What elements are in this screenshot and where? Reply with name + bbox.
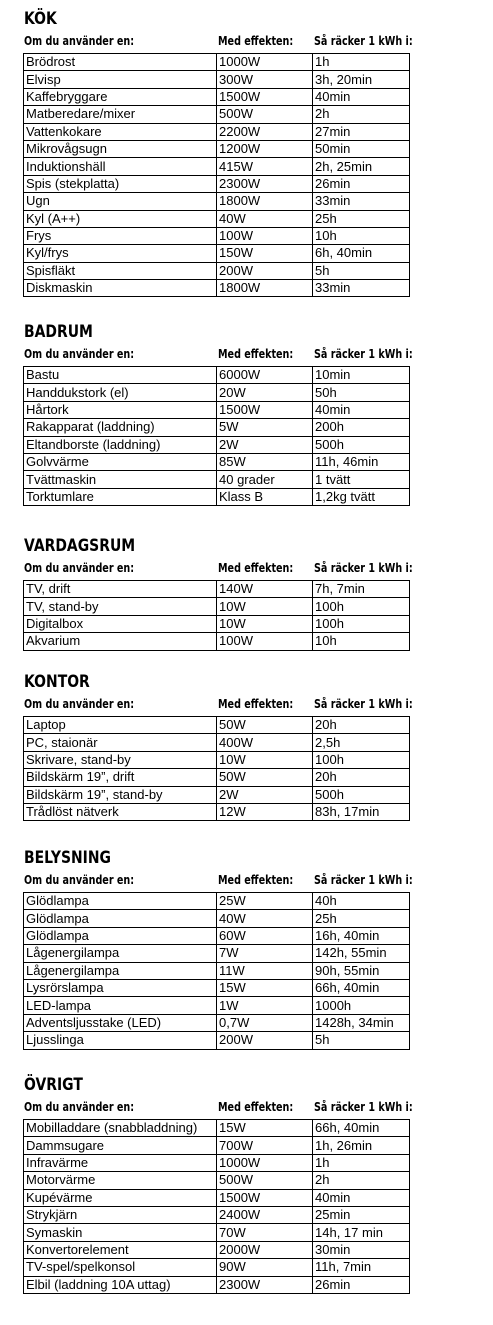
table-row	[24, 1032, 410, 1049]
table-row	[24, 717, 410, 734]
appliance-cell: Digitalbox	[24, 615, 217, 632]
column-header-kwh: Så räcker 1 kWh i:	[314, 1100, 413, 1114]
column-header-power: Med effekten:	[218, 561, 294, 575]
appliance-cell: Kyl (A++)	[24, 210, 217, 227]
duration-cell: 1,2kg tvätt	[313, 488, 410, 505]
duration-cell: 200h	[313, 419, 410, 436]
appliance-cell: Kaffebryggare	[24, 88, 217, 105]
power-cell: 200W	[217, 262, 313, 279]
table-row	[24, 227, 410, 244]
table-row	[24, 262, 410, 279]
appliance-cell: Elbil (laddning 10A uttag)	[24, 1276, 217, 1293]
table-row	[24, 280, 410, 297]
appliance-cell: PC, staionär	[24, 734, 217, 751]
table-row	[24, 54, 410, 71]
column-header-kwh: Så räcker 1 kWh i:	[314, 697, 413, 711]
section-title: KONTOR	[24, 672, 90, 692]
power-cell: 15W	[217, 1120, 313, 1137]
appliance-cell: Matberedare/mixer	[24, 106, 217, 123]
column-header-use: Om du använder en:	[24, 1100, 135, 1114]
appliance-cell: Torktumlare	[24, 488, 217, 505]
table-row	[24, 751, 410, 768]
duration-cell: 66h, 40min	[313, 979, 410, 996]
table-row	[24, 1224, 410, 1241]
appliance-cell: Mobilladdare (snabbladdning)	[24, 1120, 217, 1137]
duration-cell: 33min	[313, 280, 410, 297]
table-row	[24, 893, 410, 910]
table-row	[24, 962, 410, 979]
duration-cell: 33min	[313, 193, 410, 210]
duration-cell: 2h, 25min	[313, 158, 410, 175]
table-row	[24, 488, 410, 505]
appliance-cell: Trådlöst nätverk	[24, 803, 217, 820]
appliance-cell: Brödrost	[24, 54, 217, 71]
appliance-cell: Ugn	[24, 193, 217, 210]
appliance-cell: Eltandborste (laddning)	[24, 436, 217, 453]
appliance-cell: Induktionshäll	[24, 158, 217, 175]
appliance-table	[23, 366, 410, 506]
duration-cell: 14h, 17 min	[313, 1224, 410, 1241]
section-title: KÖK	[24, 9, 57, 29]
column-header-use: Om du använder en:	[24, 873, 135, 887]
duration-cell: 11h, 7min	[313, 1259, 410, 1276]
duration-cell: 25min	[313, 1206, 410, 1223]
power-cell: 2300W	[217, 175, 313, 192]
duration-cell: 10min	[313, 367, 410, 384]
appliance-cell: Golvvärme	[24, 453, 217, 470]
column-header-row	[23, 873, 411, 889]
duration-cell: 40min	[313, 88, 410, 105]
power-cell: 200W	[217, 1032, 313, 1049]
column-header-use: Om du använder en:	[24, 697, 135, 711]
power-cell: 10W	[217, 598, 313, 615]
power-cell: 1200W	[217, 140, 313, 157]
duration-cell: 50min	[313, 140, 410, 157]
table-row	[24, 71, 410, 88]
power-cell: 100W	[217, 227, 313, 244]
column-header-power: Med effekten:	[218, 873, 294, 887]
column-header-use: Om du använder en:	[24, 561, 135, 575]
duration-cell: 50h	[313, 384, 410, 401]
table-row	[24, 384, 410, 401]
appliance-cell: Lysrörslampa	[24, 979, 217, 996]
appliance-cell: Glödlampa	[24, 893, 217, 910]
duration-cell: 26min	[313, 1276, 410, 1293]
duration-cell: 5h	[313, 262, 410, 279]
appliance-cell: TV, drift	[24, 581, 217, 598]
table-row	[24, 997, 410, 1014]
table-row	[24, 140, 410, 157]
power-cell: 0,7W	[217, 1014, 313, 1031]
power-cell: 85W	[217, 453, 313, 470]
appliance-cell: Glödlampa	[24, 910, 217, 927]
section-title: ÖVRIGT	[24, 1075, 83, 1095]
power-cell: 1500W	[217, 401, 313, 418]
table-row	[24, 1189, 410, 1206]
appliance-table	[23, 716, 410, 821]
duration-cell: 40h	[313, 893, 410, 910]
table-row	[24, 88, 410, 105]
table-row	[24, 615, 410, 632]
column-header-row	[23, 1100, 411, 1116]
appliance-cell: Diskmaskin	[24, 280, 217, 297]
duration-cell: 90h, 55min	[313, 962, 410, 979]
appliance-cell: LED-lampa	[24, 997, 217, 1014]
appliance-cell: Handdukstork (el)	[24, 384, 217, 401]
appliance-cell: Dammsugare	[24, 1137, 217, 1154]
column-header-kwh: Så räcker 1 kWh i:	[314, 34, 413, 48]
appliance-cell: Glödlampa	[24, 927, 217, 944]
table-row	[24, 106, 410, 123]
appliance-cell: Akvarium	[24, 633, 217, 650]
duration-cell: 25h	[313, 910, 410, 927]
appliance-cell: Bildskärm 19”, drift	[24, 769, 217, 786]
column-header-row	[23, 34, 411, 50]
duration-cell: 2,5h	[313, 734, 410, 751]
duration-cell: 100h	[313, 751, 410, 768]
table-row	[24, 633, 410, 650]
power-cell: 40W	[217, 210, 313, 227]
section-title: BELYSNING	[24, 848, 111, 868]
power-cell: 2200W	[217, 123, 313, 140]
power-cell: 500W	[217, 1172, 313, 1189]
section-title: VARDAGSRUM	[24, 536, 136, 556]
duration-cell: 1428h, 34min	[313, 1014, 410, 1031]
power-cell: 1800W	[217, 193, 313, 210]
power-cell: 60W	[217, 927, 313, 944]
duration-cell: 6h, 40min	[313, 245, 410, 262]
power-cell: 1800W	[217, 280, 313, 297]
appliance-cell: Spis (stekplatta)	[24, 175, 217, 192]
duration-cell: 10h	[313, 227, 410, 244]
duration-cell: 1h, 26min	[313, 1137, 410, 1154]
appliance-cell: Kupévärme	[24, 1189, 217, 1206]
power-cell: 2400W	[217, 1206, 313, 1223]
duration-cell: 27min	[313, 123, 410, 140]
duration-cell: 1 tvätt	[313, 471, 410, 488]
duration-cell: 10h	[313, 633, 410, 650]
appliance-cell: Symaskin	[24, 1224, 217, 1241]
table-row	[24, 1137, 410, 1154]
appliance-cell: Kyl/frys	[24, 245, 217, 262]
duration-cell: 83h, 17min	[313, 803, 410, 820]
duration-cell: 40min	[313, 1189, 410, 1206]
column-header-kwh: Så räcker 1 kWh i:	[314, 561, 413, 575]
power-cell: 2300W	[217, 1276, 313, 1293]
table-row	[24, 123, 410, 140]
table-row	[24, 1241, 410, 1258]
table-row	[24, 1172, 410, 1189]
appliance-cell: Elvisp	[24, 71, 217, 88]
appliance-cell: Rakapparat (laddning)	[24, 419, 217, 436]
duration-cell: 142h, 55min	[313, 945, 410, 962]
table-row	[24, 158, 410, 175]
duration-cell: 66h, 40min	[313, 1120, 410, 1137]
duration-cell: 5h	[313, 1032, 410, 1049]
power-cell: 10W	[217, 615, 313, 632]
power-cell: 2000W	[217, 1241, 313, 1258]
power-cell: 90W	[217, 1259, 313, 1276]
table-row	[24, 210, 410, 227]
table-row	[24, 367, 410, 384]
duration-cell: 2h	[313, 1172, 410, 1189]
power-cell: 50W	[217, 717, 313, 734]
table-row	[24, 598, 410, 615]
column-header-kwh: Så räcker 1 kWh i:	[314, 347, 413, 361]
table-row	[24, 945, 410, 962]
table-row	[24, 245, 410, 262]
duration-cell: 3h, 20min	[313, 71, 410, 88]
appliance-cell: Frys	[24, 227, 217, 244]
duration-cell: 16h, 40min	[313, 927, 410, 944]
appliance-cell: Adventsljusstake (LED)	[24, 1014, 217, 1031]
power-cell: 2W	[217, 786, 313, 803]
appliance-table	[23, 1119, 410, 1294]
appliance-cell: Lågenergilampa	[24, 962, 217, 979]
power-cell: 6000W	[217, 367, 313, 384]
power-cell: 12W	[217, 803, 313, 820]
column-header-power: Med effekten:	[218, 347, 294, 361]
power-cell: 40 grader	[217, 471, 313, 488]
power-cell: 70W	[217, 1224, 313, 1241]
power-cell: 1000W	[217, 54, 313, 71]
table-row	[24, 1154, 410, 1171]
column-header-power: Med effekten:	[218, 34, 294, 48]
table-row	[24, 769, 410, 786]
duration-cell: 100h	[313, 615, 410, 632]
appliance-cell: Mikrovågsugn	[24, 140, 217, 157]
duration-cell: 500h	[313, 786, 410, 803]
power-cell: 50W	[217, 769, 313, 786]
power-cell: 25W	[217, 893, 313, 910]
power-cell: 1500W	[217, 88, 313, 105]
power-cell: 20W	[217, 384, 313, 401]
duration-cell: 1000h	[313, 997, 410, 1014]
power-cell: 1500W	[217, 1189, 313, 1206]
column-header-kwh: Så räcker 1 kWh i:	[314, 873, 413, 887]
duration-cell: 26min	[313, 175, 410, 192]
appliance-cell: TV, stand-by	[24, 598, 217, 615]
power-cell: 10W	[217, 751, 313, 768]
duration-cell: 100h	[313, 598, 410, 615]
table-row	[24, 979, 410, 996]
power-cell: 15W	[217, 979, 313, 996]
table-row	[24, 436, 410, 453]
power-cell: 700W	[217, 1137, 313, 1154]
power-cell: 150W	[217, 245, 313, 262]
appliance-cell: Infravärme	[24, 1154, 217, 1171]
table-row	[24, 193, 410, 210]
column-header-row	[23, 697, 411, 713]
column-header-power: Med effekten:	[218, 1100, 294, 1114]
appliance-cell: Tvättmaskin	[24, 471, 217, 488]
appliance-cell: Bastu	[24, 367, 217, 384]
power-cell: 400W	[217, 734, 313, 751]
duration-cell: 20h	[313, 717, 410, 734]
table-row	[24, 453, 410, 470]
power-cell: 11W	[217, 962, 313, 979]
appliance-cell: Motorvärme	[24, 1172, 217, 1189]
power-cell: 7W	[217, 945, 313, 962]
appliance-cell: Strykjärn	[24, 1206, 217, 1223]
duration-cell: 20h	[313, 769, 410, 786]
table-row	[24, 786, 410, 803]
appliance-cell: Laptop	[24, 717, 217, 734]
power-cell: 1000W	[217, 1154, 313, 1171]
table-row	[24, 1120, 410, 1137]
table-row	[24, 401, 410, 418]
table-row	[24, 927, 410, 944]
power-cell: 1W	[217, 997, 313, 1014]
duration-cell: 1h	[313, 1154, 410, 1171]
power-cell: 300W	[217, 71, 313, 88]
column-header-power: Med effekten:	[218, 697, 294, 711]
duration-cell: 30min	[313, 1241, 410, 1258]
appliance-cell: Skrivare, stand-by	[24, 751, 217, 768]
table-row	[24, 1276, 410, 1293]
duration-cell: 7h, 7min	[313, 581, 410, 598]
duration-cell: 2h	[313, 106, 410, 123]
appliance-cell: TV-spel/spelkonsol	[24, 1259, 217, 1276]
column-header-row	[23, 347, 411, 363]
column-header-row	[23, 561, 411, 577]
power-cell: 140W	[217, 581, 313, 598]
table-row	[24, 471, 410, 488]
appliance-cell: Ljusslinga	[24, 1032, 217, 1049]
duration-cell: 1h	[313, 54, 410, 71]
appliance-table	[23, 53, 410, 297]
power-cell: Klass B	[217, 488, 313, 505]
duration-cell: 40min	[313, 401, 410, 418]
table-row	[24, 734, 410, 751]
appliance-table	[23, 892, 410, 1050]
duration-cell: 25h	[313, 210, 410, 227]
appliance-cell: Konvertorelement	[24, 1241, 217, 1258]
appliance-cell: Spisfläkt	[24, 262, 217, 279]
power-cell: 500W	[217, 106, 313, 123]
appliance-cell: Vattenkokare	[24, 123, 217, 140]
appliance-cell: Bildskärm 19”, stand-by	[24, 786, 217, 803]
duration-cell: 11h, 46min	[313, 453, 410, 470]
power-cell: 415W	[217, 158, 313, 175]
table-row	[24, 1014, 410, 1031]
appliance-table	[23, 580, 410, 651]
table-row	[24, 910, 410, 927]
table-row	[24, 175, 410, 192]
power-cell: 2W	[217, 436, 313, 453]
power-cell: 5W	[217, 419, 313, 436]
duration-cell: 500h	[313, 436, 410, 453]
table-row	[24, 419, 410, 436]
table-row	[24, 1206, 410, 1223]
column-header-use: Om du använder en:	[24, 347, 135, 361]
appliance-cell: Lågenergilampa	[24, 945, 217, 962]
power-cell: 40W	[217, 910, 313, 927]
appliance-cell: Hårtork	[24, 401, 217, 418]
section-title: BADRUM	[24, 322, 93, 342]
power-cell: 100W	[217, 633, 313, 650]
column-header-use: Om du använder en:	[24, 34, 135, 48]
table-row	[24, 581, 410, 598]
table-row	[24, 1259, 410, 1276]
table-row	[24, 803, 410, 820]
